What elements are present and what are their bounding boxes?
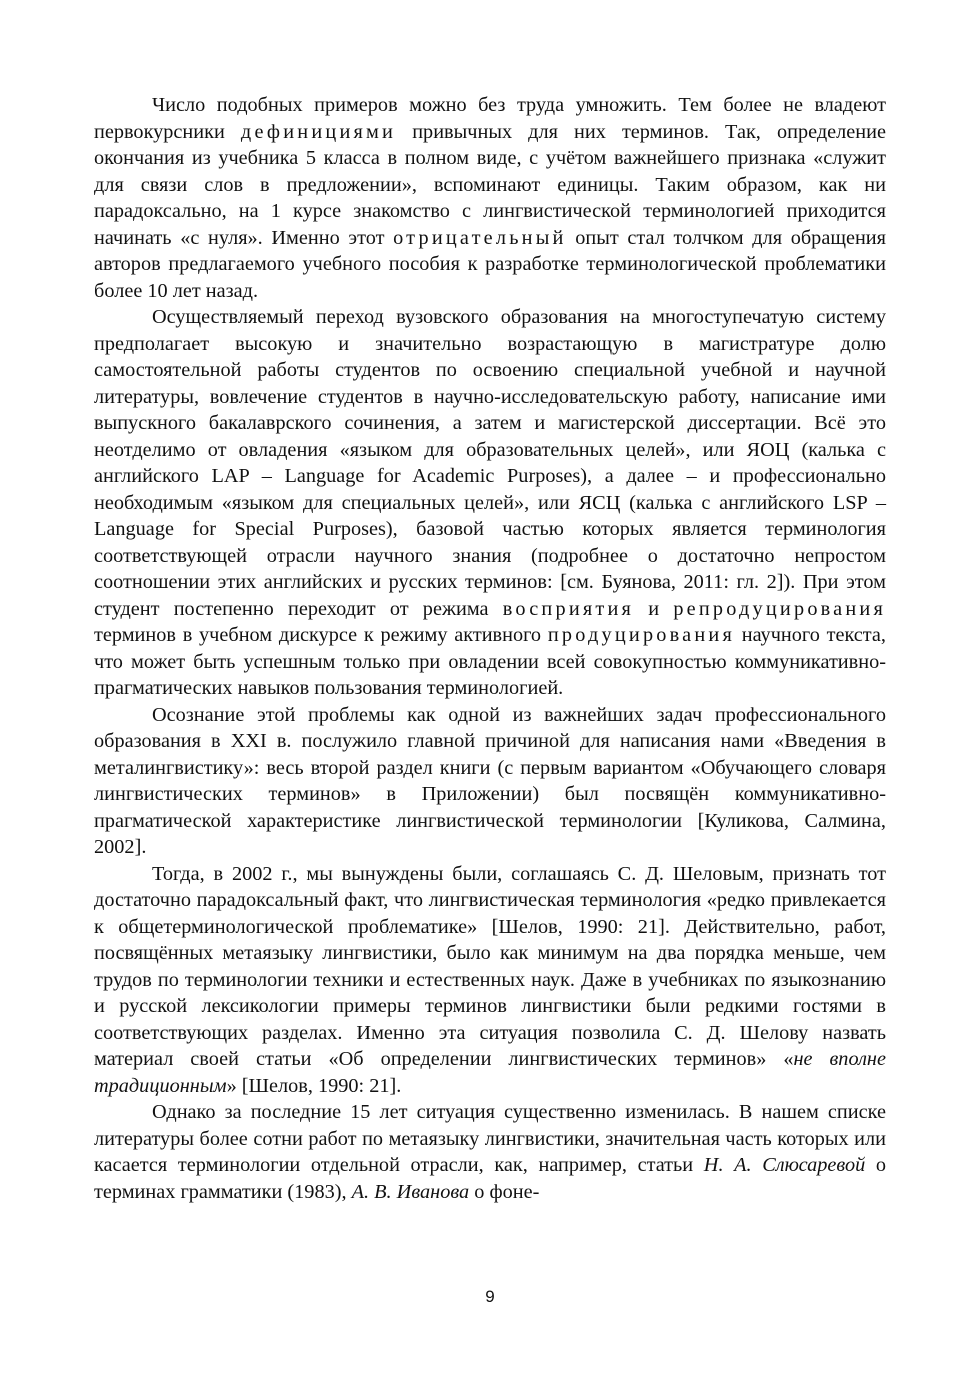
text-run: терминов в учебном дискурсе к режиму активного: [94, 624, 548, 646]
page-body: [94, 92, 886, 1205]
spaced-emphasis: продуцирования: [547, 624, 735, 646]
spaced-emphasis: восприятия: [502, 597, 635, 620]
text-run: о терминах грамматики (1983),: [94, 1154, 887, 1203]
text-run: и: [634, 597, 674, 620]
text-run: Осознание этой проблемы как одной из важнейших задач профессионального образования в XXI в. послужило главной причиной для написания нами «Введения в металингвистику»: весь второй раздел книги (с первым вариантом «Обучающего словаря лингвистических терминов» в Приложении) был посвящён коммуникативно-прагматической характеристике лингвистической терминологии [Куликова, Салмина, 2002].: [94, 703, 886, 858]
text-run: » [Шелов, 1990: 21].: [226, 1074, 402, 1097]
italic-text: не вполне традиционным: [94, 1048, 886, 1097]
italic-text: А. В. Иванова: [351, 1180, 470, 1203]
paragraph: [94, 702, 886, 861]
paragraph: [94, 92, 886, 304]
text-run: привычных для них терминов. Так, определение окончания из учебника 5 класса в полном виде, с учётом важнейшего признака «служит для связи слов в предложении», вспоминают единицы. Таким образом, как ни парадоксально, на 1 курсе знакомство с лингвистической терминологией приходится начинать «с нуля». Именно этот: [94, 120, 886, 249]
paragraph: [94, 304, 886, 702]
text-run: опыт стал толчком для обращения авторов предлагаемого учебного пособия к разработке терминологической проблематики более 10 лет назад.: [94, 226, 886, 302]
text-run: Осуществляемый переход вузовского образования на многоступечатую систему предполагает высокую и значительно возрастающую в магистратуре долю самостоятельной работы студентов по освоению специальной учебной и научной литературы, вовлечение студентов в научно-исследовательскую работу, написание ими выпускного бакалаврского сочинения, а затем и магистерской диссертации. Всё это неотделимо от овладения «языком для образовательных целей», или ЯОЦ (калька с английского LAP – Language for Academic Purposes), а далее – и профессионально необходимым «языком для специальных целей», или ЯСЦ (калька с английского LSP – Language for Special Purposes), базовой частью которых является терминология соответствующей отрасли научного знания (подробнее о достаточно непростом соотношении этих английских и русских терминов: [см. Буянова, 2011: гл. 2]). При этом студент постепенно переходит от режима: [94, 306, 886, 620]
text-run: о фоне-: [469, 1180, 540, 1203]
spaced-emphasis: репродуцирования: [673, 597, 886, 620]
text-run: Однако за последние 15 лет ситуация существенно изменилась. В нашем списке литературы более сотни работ по метаязыку лингвистики, значительная часть которых или касается терминологии отдельной отрасли, как, например, статьи: [94, 1101, 886, 1176]
text-run: Число подобных примеров можно без труда умножить. Тем более не владеют первокурсники: [94, 94, 886, 143]
text-run: Тогда, в 2002 г., мы вынуждены были, соглашаясь С. Д. Шеловым, признать тот достаточно парадоксальный факт, что лингвистическая терминология «редко привлекается к общетерминологической проблематике» [Шелов, 1990: 21]. Действительно, работ, посвящённых метаязыку лингвистики, было как минимум на два порядка меньше, чем трудов по терминологии техники и естественных наук. Даже в учебниках по языкознанию и русской лексикологии примеры терминов лингвистики были редкими гостями в соответствующих разделах. Именно эта ситуация позволила С. Д. Шелову назвать материал своей статьи «Об определении лингвистических терминов» «: [94, 862, 886, 1070]
page-number: 9: [485, 1287, 495, 1306]
italic-text: Н. А. Слюсаревой: [703, 1154, 866, 1176]
paragraph: [94, 1099, 886, 1205]
text-run: научного текста, что может быть успешным только при овладении всей совокупностью коммуникативно-прагматических навыков пользования терминологией.: [94, 624, 886, 699]
spaced-emphasis: отрицательный: [393, 226, 567, 249]
spaced-emphasis: дефинициями: [240, 120, 397, 143]
paragraph: [94, 861, 886, 1100]
